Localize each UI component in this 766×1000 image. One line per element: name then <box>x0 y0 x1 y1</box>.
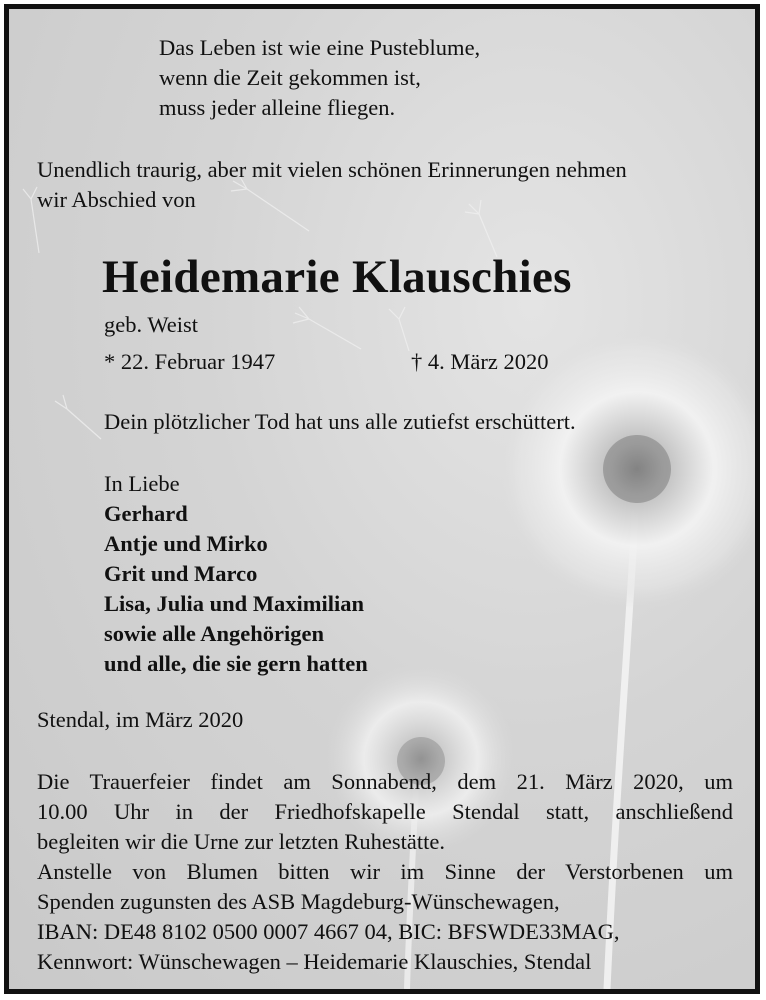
intro-text <box>37 155 737 215</box>
family-member: Gerhard <box>104 501 188 526</box>
birth-date: * 22. Februar 1947 <box>104 349 276 374</box>
family-member: Grit und Marco <box>104 561 258 586</box>
poem-line: Das Leben ist wie eine Pusteblume, <box>159 35 481 60</box>
bank-details-line: IBAN: DE48 8102 0500 0007 4667 04, BIC: BFSWDE33MAG, <box>37 919 620 944</box>
service-line: begleiten wir die Urne zur letzten Ruhestätte. <box>37 829 445 854</box>
service-line: Spenden zugunsten des ASB Magdeburg-Wünschewagen, <box>37 889 560 914</box>
condolence-message: Dein plötzlicher Tod hat uns alle zutiefst erschüttert. <box>104 409 576 434</box>
death-date: † 4. März 2020 <box>411 349 549 374</box>
service-line: Anstelle von Blumen bitten wir im Sinne der Verstorbenen um <box>37 859 733 884</box>
service-details <box>37 767 733 977</box>
poem-line: wenn die Zeit gekommen ist, <box>159 65 421 90</box>
family-member: Lisa, Julia und Maximilian <box>104 591 365 616</box>
service-line: 10.00 Uhr in der Friedhofskapelle Stendal statt, anschließend <box>37 799 733 824</box>
poem-line: muss jeder alleine fliegen. <box>159 95 396 120</box>
family-member: und alle, die sie gern hatten <box>104 651 368 676</box>
service-line: Die Trauerfeier findet am Sonnabend, dem 21. März 2020, um <box>37 769 733 794</box>
life-dates <box>104 347 604 377</box>
poem <box>159 33 760 123</box>
family-intro: In Liebe <box>104 471 180 496</box>
obituary-notice <box>4 4 760 994</box>
place-date: Stendal, im März 2020 <box>37 707 244 732</box>
intro-line: wir Abschied von <box>37 187 196 212</box>
intro-line: Unendlich traurig, aber mit vielen schönen Erinnerungen nehmen <box>37 157 627 182</box>
birth-name: geb. Weist <box>104 312 199 337</box>
family-member: Antje und Mirko <box>104 531 268 556</box>
family-member: sowie alle Angehörigen <box>104 621 324 646</box>
family-list <box>104 469 368 679</box>
deceased-name: Heidemarie Klauschies <box>102 251 572 303</box>
reference-line: Kennwort: Wünschewagen – Heidemarie Klauschies, Stendal <box>37 949 592 974</box>
